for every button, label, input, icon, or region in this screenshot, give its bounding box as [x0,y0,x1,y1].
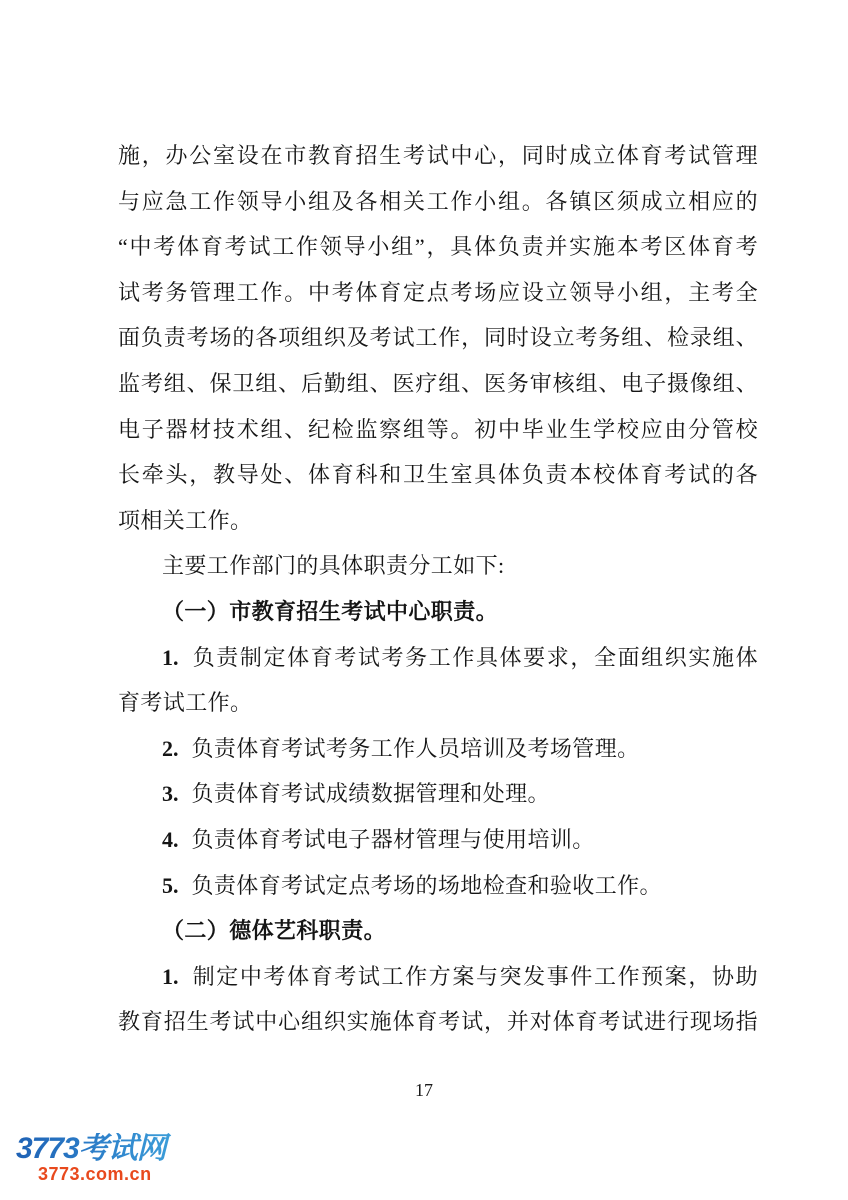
text-line: 施，办公室设在市教育招生考试中心，同时成立体育考试管理 [118,143,758,168]
text-line: 与应急工作领导小组及各相关工作小组。各镇区须成立相应的 [118,188,758,214]
list-item-line [118,635,758,681]
section-heading: （一）市教育招生考试中心职责。 [162,598,499,624]
list-item-text: 负责制定体育考试考务工作具体要求，全面组织实施体 [191,644,758,670]
list-number: 1. [162,963,179,989]
list-number: 1. [162,644,179,670]
text-line: 试考务管理工作。中考体育定点考场应设立领导小组，主考全 [118,279,758,305]
text-line: 面负责考场的各项组织及考试工作，同时设立考务组、检录组、 [118,325,758,351]
list-item-text: 负责体育考试电子器材管理与使用培训。 [191,826,595,852]
list-item-line [118,817,758,863]
text-line: 项相关工作。 [118,507,253,533]
logo-site-domain: 3773.com.cn [38,1164,152,1184]
text-line: 监考组、保卫组、后勤组、医疗组、医务审核组、电子摄像组、 [118,370,758,396]
text-line: 育考试工作。 [118,690,253,716]
text-line: 长牵头，教导处、体育科和卫生室具体负责本校体育考试的各 [118,462,758,488]
text-line: “中考体育考试工作领导小组”，具体负责并实施本考区体育考 [118,234,758,260]
list-item-line [118,954,758,1000]
logo-site-name: 3773考试网 [16,1133,186,1165]
text-line: 教育招生考试中心组织实施体育考试，并对体育考试进行现场指 [118,1009,758,1035]
list-number: 4. [162,826,179,852]
list-item-line [118,726,758,772]
list-item-text: 制定中考体育考试工作方案与突发事件工作预案，协助 [191,963,758,989]
page-number: 17 [415,1080,433,1100]
list-number: 3. [162,781,179,807]
list-item-line [118,863,758,909]
list-item-text: 负责体育考试成绩数据管理和处理。 [191,781,550,807]
text-line: 主要工作部门的具体职责分工如下: [162,553,505,579]
list-number: 2. [162,735,179,761]
document-body [118,133,758,1045]
list-item-text: 负责体育考试定点考场的场地检查和验收工作。 [191,872,662,898]
list-item-line [118,771,758,817]
text-line: 电子器材技术组、纪检监察组等。初中毕业生学校应由分管校 [118,416,758,442]
site-watermark-logo [16,1133,186,1184]
section-heading: （二）德体艺科职责。 [162,918,387,944]
list-item-text: 负责体育考试考务工作人员培训及考场管理。 [191,735,640,761]
list-number: 5. [162,872,179,898]
